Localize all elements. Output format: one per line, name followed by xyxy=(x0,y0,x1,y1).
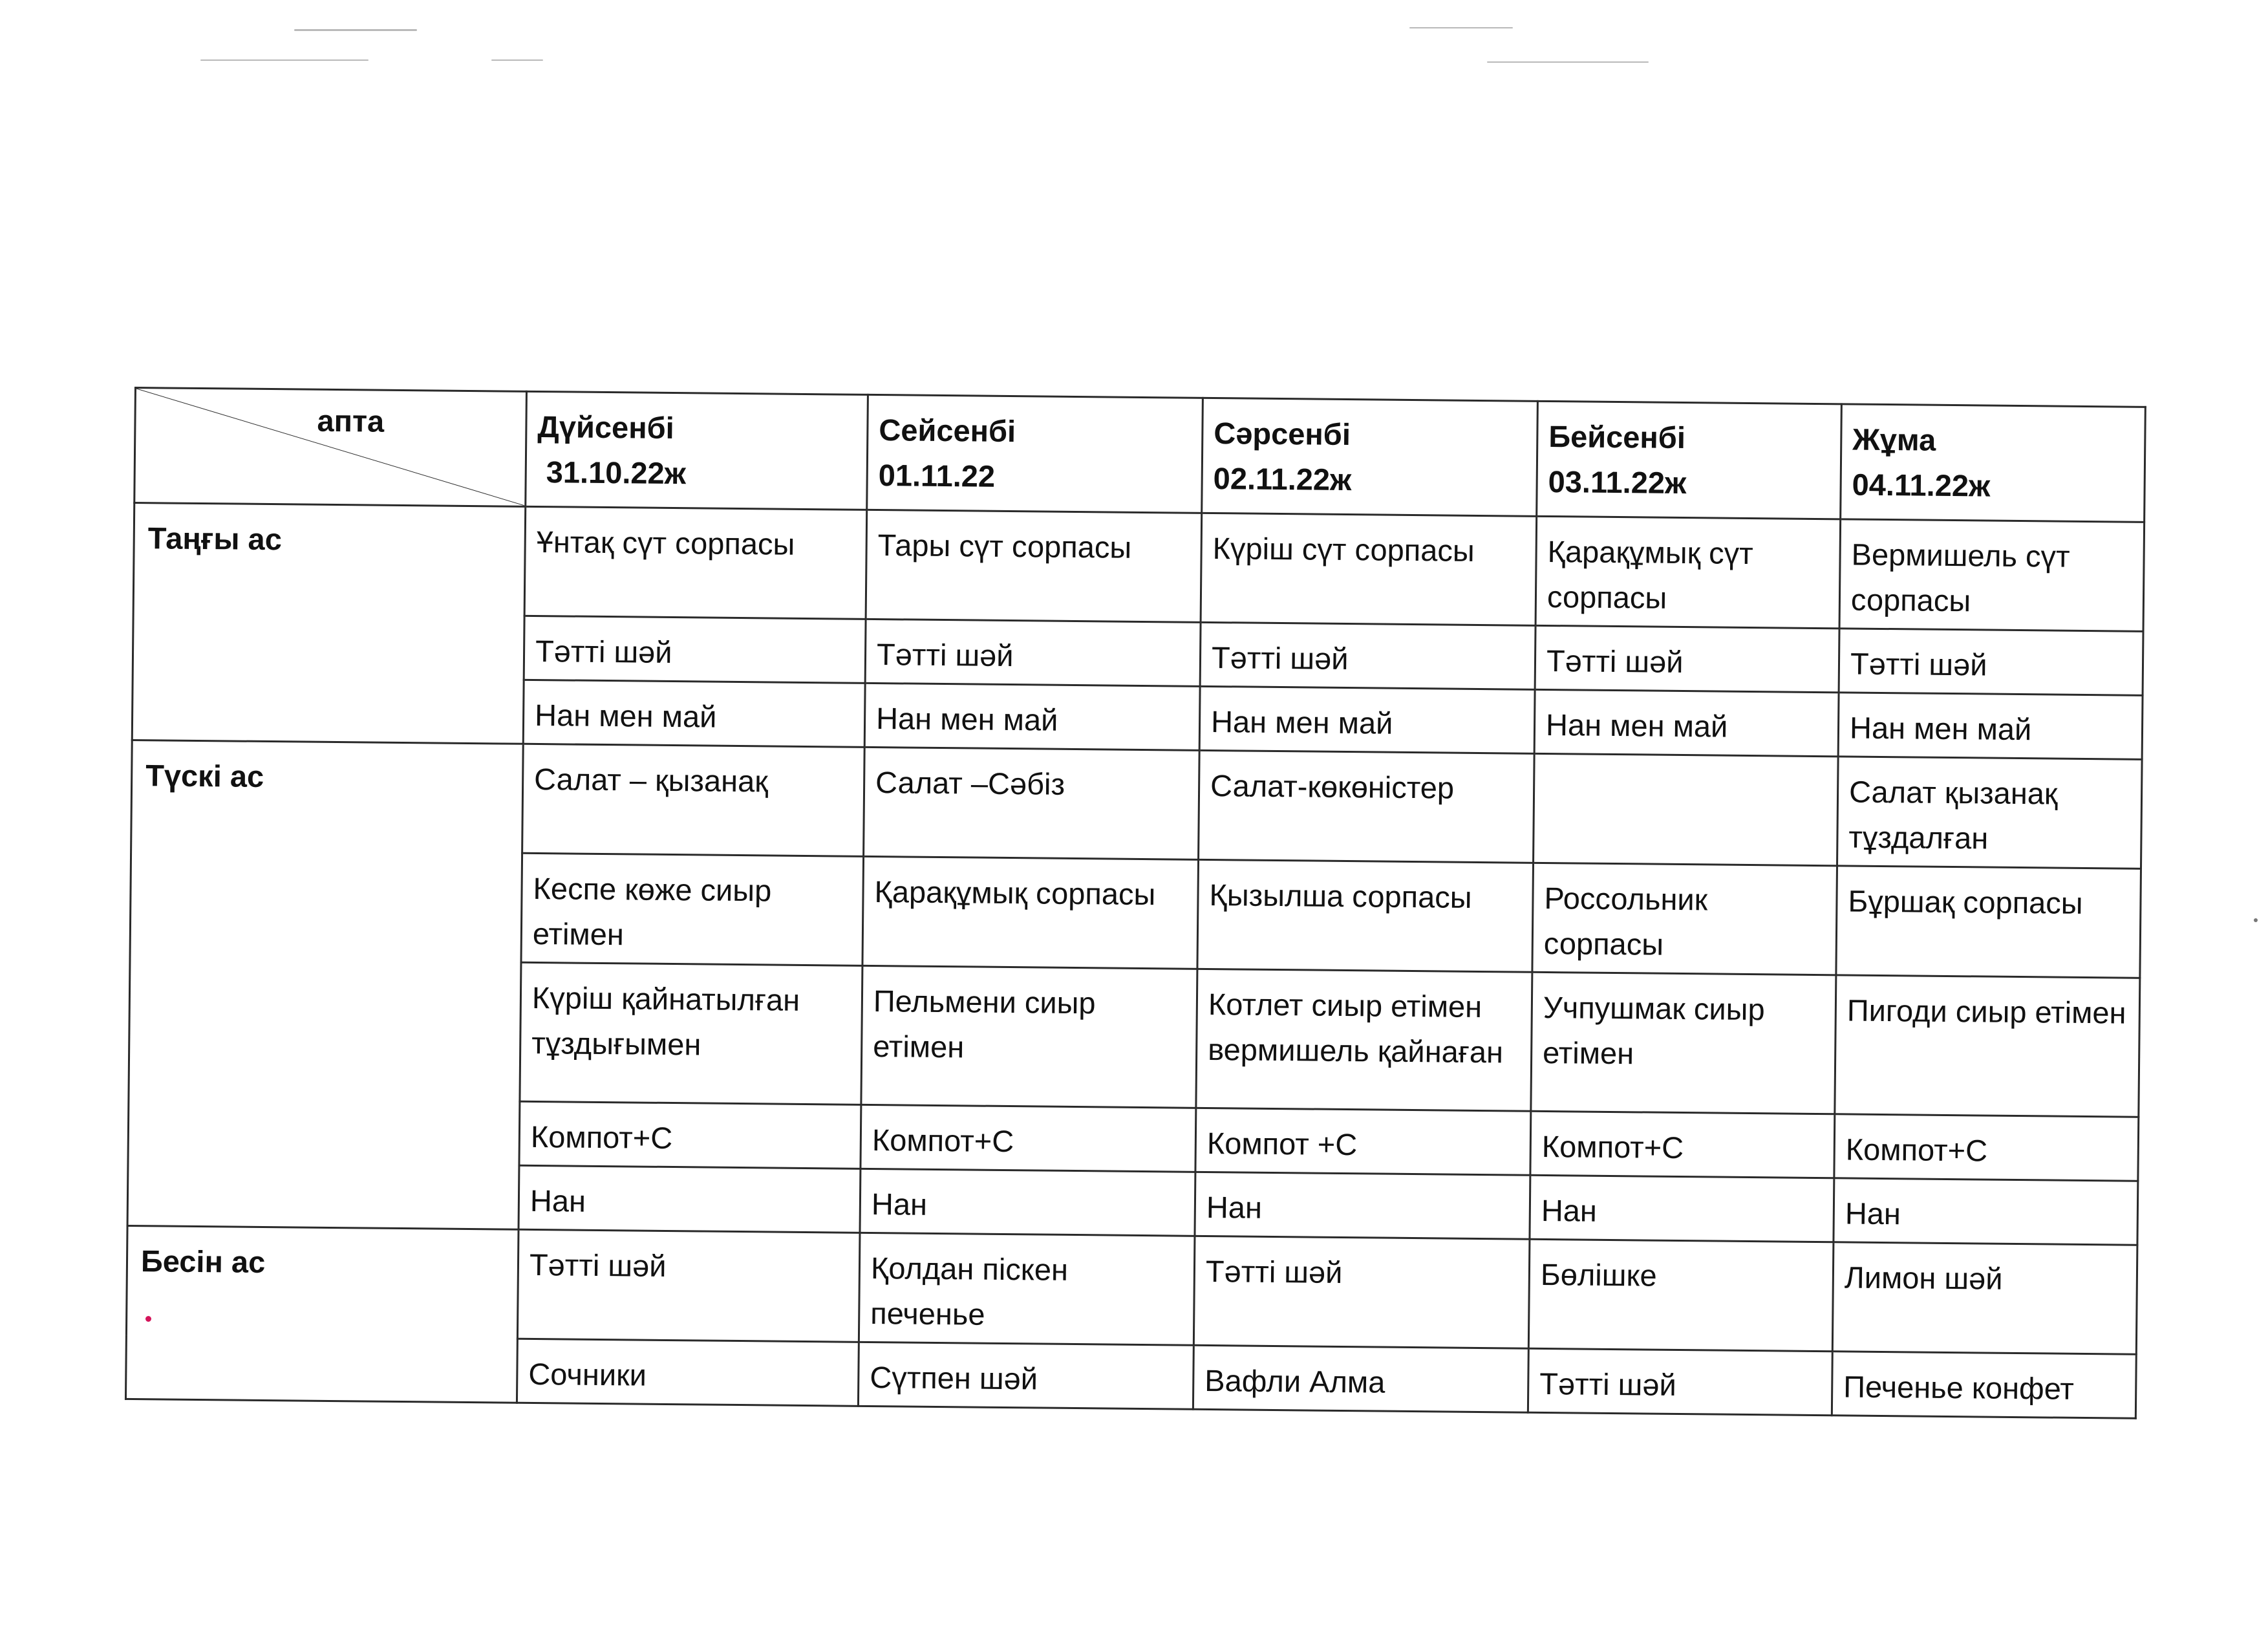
dish-cell-wednesday: Қызылша сорпасы xyxy=(1197,859,1534,972)
day-name: Жұма xyxy=(1852,422,1936,457)
day-name: Бейсенбі xyxy=(1548,419,1686,455)
dish-cell-tuesday: Компот+С xyxy=(861,1105,1196,1172)
dish-cell-thursday: Россольник сорпасы xyxy=(1532,863,1837,975)
scan-artifact xyxy=(1487,61,1649,63)
dish-cell-thursday: Учпушмак сиыр етімен xyxy=(1531,972,1836,1114)
dish-cell-wednesday: Компот +С xyxy=(1195,1108,1531,1175)
meal-label-breakfast: Таңғы ас xyxy=(132,503,525,744)
day-header-wednesday xyxy=(1202,398,1538,516)
day-date: 01.11.22 xyxy=(878,458,996,493)
scan-artifact xyxy=(1409,27,1513,28)
dish-cell-monday: Компот+С xyxy=(519,1101,861,1169)
scan-artifact xyxy=(294,29,417,31)
dish-cell-friday: Салат қызанақ тұздалған xyxy=(1837,757,2143,869)
day-date: 02.11.22ж xyxy=(1213,461,1352,497)
meal-label-snack: Бесін ас xyxy=(125,1225,519,1403)
scan-artifact xyxy=(491,59,543,61)
breakfast-row xyxy=(133,503,2144,632)
dish-cell-wednesday: Тәтті шәй xyxy=(1193,1236,1530,1348)
dish-cell-friday: Нан xyxy=(1834,1178,2138,1245)
dish-cell-friday: Бұршақ сорпасы xyxy=(1836,866,2141,978)
dish-cell-tuesday: Тәтті шәй xyxy=(865,619,1201,686)
day-header-thursday xyxy=(1537,401,1842,519)
dish-cell-monday: Күріш қайнатылған тұздығымен xyxy=(520,962,862,1105)
dish-cell-wednesday: Нан xyxy=(1195,1172,1530,1239)
day-header-friday xyxy=(1841,404,2146,523)
dish-cell-monday: Тәтті шәй xyxy=(517,1229,860,1342)
dish-cell-thursday: Бөлішке xyxy=(1528,1239,1834,1352)
day-date: 31.10.22ж xyxy=(546,455,687,491)
dish-cell-thursday: Нан мен май xyxy=(1534,689,1839,757)
dish-cell-thursday: Тәтті шәй xyxy=(1535,625,1839,693)
dish-cell-tuesday: Нан мен май xyxy=(864,683,1200,750)
dish-cell-tuesday: Қолдан піскен печенье xyxy=(859,1233,1195,1345)
meal-label-lunch: Түскі ас xyxy=(127,740,523,1229)
dish-cell-wednesday: Котлет сиыр етімен вермишель қайнаған xyxy=(1196,969,1532,1111)
corner-cell xyxy=(134,388,527,507)
dish-cell-monday: Тәтті шәй xyxy=(524,616,866,683)
dish-cell-friday: Лимон шәй xyxy=(1832,1242,2137,1355)
dish-cell-monday: Нан xyxy=(519,1165,861,1233)
week-label: апта xyxy=(317,403,385,438)
day-header-tuesday xyxy=(867,394,1203,513)
dish-cell-friday: Вермишель сүт сорпасы xyxy=(1839,519,2145,632)
dish-cell-friday: Тәтті шәй xyxy=(1839,629,2143,696)
weekly-menu-table xyxy=(125,387,2146,1419)
scan-artifact xyxy=(200,59,369,61)
dish-cell-thursday: Компот+С xyxy=(1530,1111,1835,1178)
dish-cell-tuesday: Қарақұмық сорпасы xyxy=(862,856,1199,969)
dish-cell-wednesday: Нан мен май xyxy=(1199,686,1535,753)
dish-cell-monday: Ұнтақ сүт сорпасы xyxy=(524,506,867,619)
dish-cell-tuesday: Тары сүт сорпасы xyxy=(866,510,1202,622)
dish-cell-wednesday: Вафли Алма xyxy=(1193,1345,1528,1412)
dish-cell-monday: Салат – қызанақ xyxy=(522,744,865,856)
dish-cell-thursday: Тәтті шәй xyxy=(1528,1348,1832,1416)
dish-cell-tuesday: Нан xyxy=(860,1169,1195,1236)
dish-cell-friday: Пигоди сиыр етімен xyxy=(1835,975,2140,1117)
day-name: Сәрсенбі xyxy=(1214,416,1351,452)
dish-cell-wednesday: Салат-көкөністер xyxy=(1199,750,1535,863)
day-name: Дүйсенбі xyxy=(537,409,674,446)
snack-row xyxy=(126,1225,2137,1354)
lunch-row xyxy=(131,740,2142,868)
dish-cell-monday: Нан мен май xyxy=(523,680,865,747)
dish-cell-thursday: Қарақұмық сүт сорпасы xyxy=(1535,516,1841,629)
dish-cell-wednesday: Күріш сүт сорпасы xyxy=(1201,513,1537,625)
day-name: Сейсенбі xyxy=(879,413,1016,449)
dish-cell-monday: Кеспе көже сиыр етімен xyxy=(521,853,864,965)
scan-artifact xyxy=(2254,918,2258,922)
dish-cell-thursday: Нан xyxy=(1530,1175,1834,1242)
dish-cell-tuesday: Пельмени сиыр етімен xyxy=(861,965,1197,1108)
dish-cell-wednesday: Тәтті шәй xyxy=(1200,622,1535,689)
dish-cell-friday: Нан мен май xyxy=(1838,693,2143,760)
day-date: 04.11.22ж xyxy=(1852,467,1991,503)
dish-cell-friday: Компот+С xyxy=(1834,1114,2139,1181)
dish-cell-thursday xyxy=(1534,753,1839,866)
dish-cell-tuesday: Салат –Сәбіз xyxy=(864,747,1200,859)
day-header-monday xyxy=(526,391,868,510)
dish-cell-monday: Сочники xyxy=(517,1339,859,1406)
day-date: 03.11.22ж xyxy=(1548,464,1687,501)
dish-cell-friday: Печенье конфет xyxy=(1832,1352,2136,1419)
dish-cell-tuesday: Сүтпен шәй xyxy=(858,1342,1193,1409)
header-row xyxy=(134,388,2146,523)
